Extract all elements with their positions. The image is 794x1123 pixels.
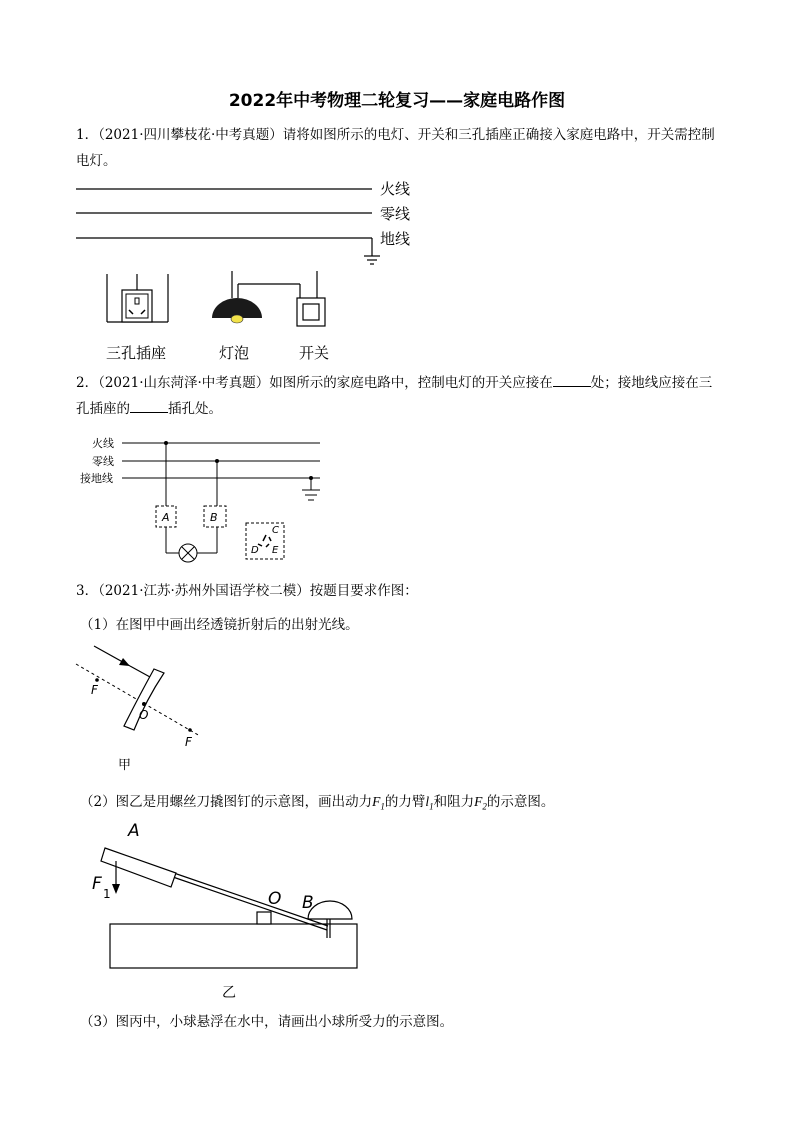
lens-figure xyxy=(72,642,222,772)
lens-f-right: F xyxy=(185,735,192,749)
pushpin-icon xyxy=(308,901,352,919)
bulb-icon xyxy=(212,271,300,323)
q3-part2-f2: F xyxy=(474,794,483,809)
fig2-label-o: O xyxy=(268,889,282,909)
q2-figure xyxy=(76,434,336,564)
lens-f-left: F xyxy=(91,683,98,697)
q3-part2-a: （2）图乙是用螺丝刀撬图钉的示意图，画出动力 xyxy=(80,794,373,810)
lamp-icon xyxy=(179,544,197,562)
q1-figure xyxy=(70,178,430,368)
q2-text-b: 处；接地线应接在三孔插座的 xyxy=(76,375,713,417)
q2-text-a: 2．（2021·山东菏泽·中考真题）如图所示的家庭电路中，控制电灯的开关应接在 xyxy=(76,375,553,391)
q3-part2-d: 的示意图。 xyxy=(486,794,555,810)
q2-label-d: D xyxy=(251,545,259,556)
question-2-text xyxy=(76,370,716,422)
q2-blank-2[interactable] xyxy=(130,398,168,413)
q3-part2-f2-sub: 2 xyxy=(482,801,487,812)
fig2-label-b: B xyxy=(302,893,314,913)
q1-switch-label: 开关 xyxy=(299,344,330,362)
question-3-text: 3．（2021·江苏·苏州外国语学校二模）按题目要求作图： xyxy=(76,583,418,599)
q1-socket-label: 三孔插座 xyxy=(106,344,167,362)
q3-part2-f1: F xyxy=(372,794,381,809)
q1-ground-label: 地线 xyxy=(380,230,411,248)
q3-part2-c: 和阻力 xyxy=(433,794,475,810)
q3-part2-b: 的力臂 xyxy=(384,794,426,810)
q2-live-label: 火线 xyxy=(92,437,114,450)
page-title: 2022年中考物理二轮复习——家庭电路作图 xyxy=(228,91,566,111)
q1-neutral-label: 零线 xyxy=(380,205,411,223)
q1-bulb-label: 灯泡 xyxy=(219,344,250,362)
q2-label-e: E xyxy=(272,545,279,556)
socket-icon xyxy=(107,274,168,322)
fig2-label-a: A xyxy=(128,821,140,841)
screwdriver-handle xyxy=(101,848,176,887)
lens-caption: 甲 xyxy=(118,758,132,772)
board xyxy=(110,924,357,968)
question-1-text: 1．（2021·四川攀枝花·中考真题）请将如图所示的电灯、开关和三孔插座正确接入家庭电路中，开关需控制电灯。 xyxy=(76,127,715,169)
lens-o: O xyxy=(139,708,149,722)
fig2-caption: 乙 xyxy=(222,985,236,1000)
q2-label-c: C xyxy=(272,525,279,536)
switch-icon xyxy=(297,271,325,326)
fig2-label-f-sub: 1 xyxy=(103,887,111,901)
q3-part2-f1-sub: 1 xyxy=(380,801,385,812)
q3-part2-l1-sub: 1 xyxy=(429,801,434,812)
fig2-label-f: F xyxy=(92,874,102,894)
q2-ground-label: 接地线 xyxy=(80,472,113,485)
q3-part1-text: （1）在图甲中画出经透镜折射后的出射光线。 xyxy=(80,617,359,633)
q2-text-c: 插孔处。 xyxy=(168,401,222,417)
q1-live-label: 火线 xyxy=(380,180,411,198)
q2-label-b: B xyxy=(210,511,218,524)
q3-part3-text: （3）图丙中，小球悬浮在水中，请画出小球所受力的示意图。 xyxy=(80,1014,454,1030)
q3-part2-l1: l xyxy=(425,794,430,809)
q2-label-a: A xyxy=(162,511,170,524)
screwdriver-figure xyxy=(80,818,370,1000)
q3-part2-text xyxy=(80,790,554,812)
q2-neutral-label: 零线 xyxy=(92,455,114,468)
q2-blank-1[interactable] xyxy=(553,372,591,387)
